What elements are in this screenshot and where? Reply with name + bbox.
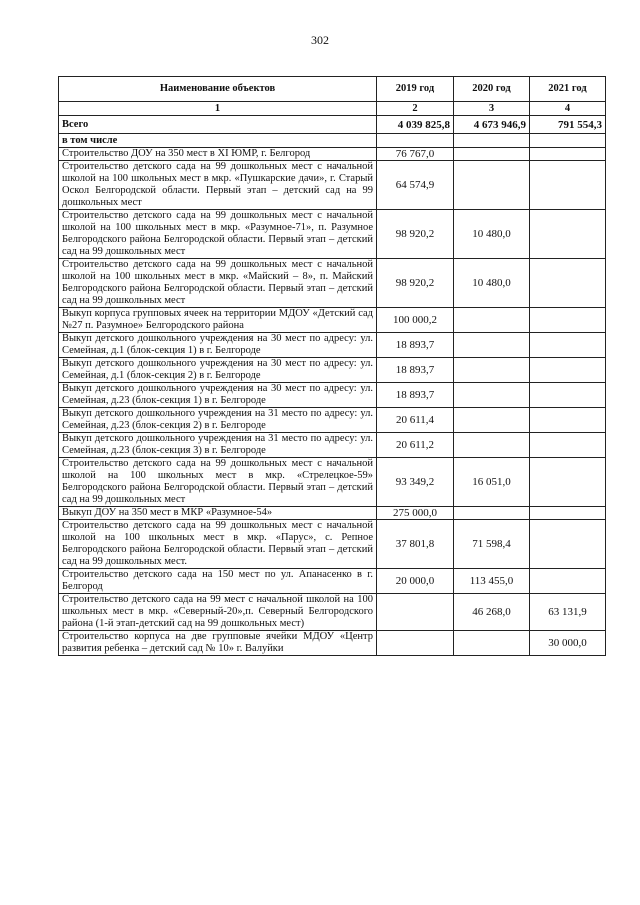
total-2020: 4 673 946,9 <box>454 116 530 134</box>
value-2019: 37 801,8 <box>377 520 454 569</box>
value-2019: 64 574,9 <box>377 161 454 210</box>
object-name: Выкуп детского дошкольного учреждения на 30 мест по адресу: ул. Семейная, д.23 (блок-секция 1) в г. Белгороде <box>59 383 377 408</box>
table-row <box>59 383 606 408</box>
value-2019 <box>377 594 454 631</box>
value-2021 <box>530 333 606 358</box>
value-2020: 46 268,0 <box>454 594 530 631</box>
value-2021: 30 000,0 <box>530 631 606 656</box>
value-2020: 113 455,0 <box>454 569 530 594</box>
value-2020 <box>454 358 530 383</box>
value-2021 <box>530 408 606 433</box>
value-2019: 93 349,2 <box>377 458 454 507</box>
table-row <box>59 507 606 520</box>
table-row <box>59 594 606 631</box>
value-2021 <box>530 520 606 569</box>
value-2020 <box>454 433 530 458</box>
object-name: Выкуп детского дошкольного учреждения на 31 место по адресу: ул. Семейная, д.23 (блок-секция 2) в г. Белгороде <box>59 408 377 433</box>
table-row <box>59 333 606 358</box>
table-row <box>59 161 606 210</box>
header-2021: 2021 год <box>530 77 606 102</box>
value-2019: 98 920,2 <box>377 210 454 259</box>
total-label: Всего <box>59 116 377 134</box>
value-2019: 76 767,0 <box>377 148 454 161</box>
value-2020 <box>454 383 530 408</box>
value-2019 <box>377 631 454 656</box>
table-row <box>59 569 606 594</box>
value-2021 <box>530 259 606 308</box>
value-2020: 10 480,0 <box>454 259 530 308</box>
value-2020: 10 480,0 <box>454 210 530 259</box>
table-row <box>59 433 606 458</box>
object-name: Выкуп корпуса групповых ячеек на территории МДОУ «Детский сад №27 п. Разумное» Белгородского района <box>59 308 377 333</box>
table-row <box>59 408 606 433</box>
table-row <box>59 148 606 161</box>
value-2021 <box>530 507 606 520</box>
table-row <box>59 259 606 308</box>
object-name: Строительство ДОУ на 350 мест в XI ЮМР, г. Белгород <box>59 148 377 161</box>
object-name: Строительство детского сада на 99 дошкольных мест с начальной школой на 100 школьных мест в мкр. «Майский – 8», п. Майский Белгородского района Белгородской области. Первый этап – детский сад на 99 дошкольных мест <box>59 259 377 308</box>
object-name: Строительство детского сада на 99 дошкольных мест с начальной школой на 100 школьных мест в мкр. «Парус», с. Репное Белгородского района Белгородской области. Первый этап – детский сад на 99 дошкольных мест. <box>59 520 377 569</box>
value-2020 <box>454 308 530 333</box>
total-2021: 791 554,3 <box>530 116 606 134</box>
table-row <box>59 308 606 333</box>
header-2019: 2019 год <box>377 77 454 102</box>
value-2021 <box>530 383 606 408</box>
including-label: в том числе <box>59 134 377 148</box>
object-name: Выкуп детского дошкольного учреждения на 30 мест по адресу: ул. Семейная, д.1 (блок-секция 1) в г. Белгороде <box>59 333 377 358</box>
object-name: Строительство детского сада на 99 мест с начальной школой на 100 школьных мест в мкр. «Северный-20»,п. Северный Белгородского района (1-й этап-детский сад на 99 дошкольных мест) <box>59 594 377 631</box>
header-2020: 2020 год <box>454 77 530 102</box>
column-number: 4 <box>530 102 606 116</box>
value-2021 <box>530 433 606 458</box>
value-2021 <box>530 458 606 507</box>
column-number: 3 <box>454 102 530 116</box>
object-name: Выкуп детского дошкольного учреждения на 30 мест по адресу: ул. Семейная, д.1 (блок-секция 2) в г. Белгороде <box>59 358 377 383</box>
value-2020 <box>454 631 530 656</box>
column-number: 2 <box>377 102 454 116</box>
value-2020: 71 598,4 <box>454 520 530 569</box>
objects-funding-table <box>58 76 606 656</box>
value-2019: 20 611,2 <box>377 433 454 458</box>
table-row <box>59 520 606 569</box>
column-numbering-row <box>59 102 606 116</box>
object-name: Строительство детского сада на 150 мест по ул. Апанасенко в г. Белгород <box>59 569 377 594</box>
object-name: Строительство детского сада на 99 дошкольных мест с начальной школой на 100 школьных мест в мкр. «Разумное-71», п. Разумное Белгородского района Белгородской области. Первый этап – детский сад на 99 дошкольных мест <box>59 210 377 259</box>
value-2021 <box>530 308 606 333</box>
value-2019: 18 893,7 <box>377 358 454 383</box>
object-name: Строительство детского сада на 99 дошкольных мест с начальной школой на 100 школьных мест в мкр. «Стрелецкое-59» Белгородского района Белгородской области. Первый этап – детский сад на 99 дошкольных мест <box>59 458 377 507</box>
value-2019: 275 000,0 <box>377 507 454 520</box>
total-2019: 4 039 825,8 <box>377 116 454 134</box>
value-2021: 63 131,9 <box>530 594 606 631</box>
object-name: Выкуп детского дошкольного учреждения на 31 место по адресу: ул. Семейная, д.23 (блок-секция 3) в г. Белгороде <box>59 433 377 458</box>
value-2019: 18 893,7 <box>377 383 454 408</box>
object-name: Выкуп ДОУ на 350 мест в МКР «Разумное-54» <box>59 507 377 520</box>
value-2020 <box>454 161 530 210</box>
table-row <box>59 631 606 656</box>
value-2020 <box>454 408 530 433</box>
table-row <box>59 210 606 259</box>
value-2021 <box>530 569 606 594</box>
page-number: 302 <box>311 33 329 47</box>
value-2019: 100 000,2 <box>377 308 454 333</box>
object-name: Строительство детского сада на 99 дошкольных мест с начальной школой на 100 школьных мест в мкр. «Пушкарские дачи», г. Старый Оскол Белгородской области. Первый этап – детский сад на 99 дошкольных мест <box>59 161 377 210</box>
value-2019: 20 000,0 <box>377 569 454 594</box>
value-2019: 18 893,7 <box>377 333 454 358</box>
value-2020 <box>454 333 530 358</box>
header-name: Наименование объектов <box>59 77 377 102</box>
value-2021 <box>530 148 606 161</box>
value-2020 <box>454 148 530 161</box>
value-2019: 98 920,2 <box>377 259 454 308</box>
value-2021 <box>530 358 606 383</box>
total-row <box>59 116 606 134</box>
object-name: Строительство корпуса на две групповые ячейки МДОУ «Центр развития ребенка – детский сад № 10» г. Валуйки <box>59 631 377 656</box>
table-row <box>59 458 606 507</box>
value-2019: 20 611,4 <box>377 408 454 433</box>
table-row <box>59 358 606 383</box>
value-2021 <box>530 161 606 210</box>
value-2021 <box>530 210 606 259</box>
including-row <box>59 134 606 148</box>
header-row <box>59 77 606 102</box>
value-2020: 16 051,0 <box>454 458 530 507</box>
value-2020 <box>454 507 530 520</box>
column-number: 1 <box>59 102 377 116</box>
